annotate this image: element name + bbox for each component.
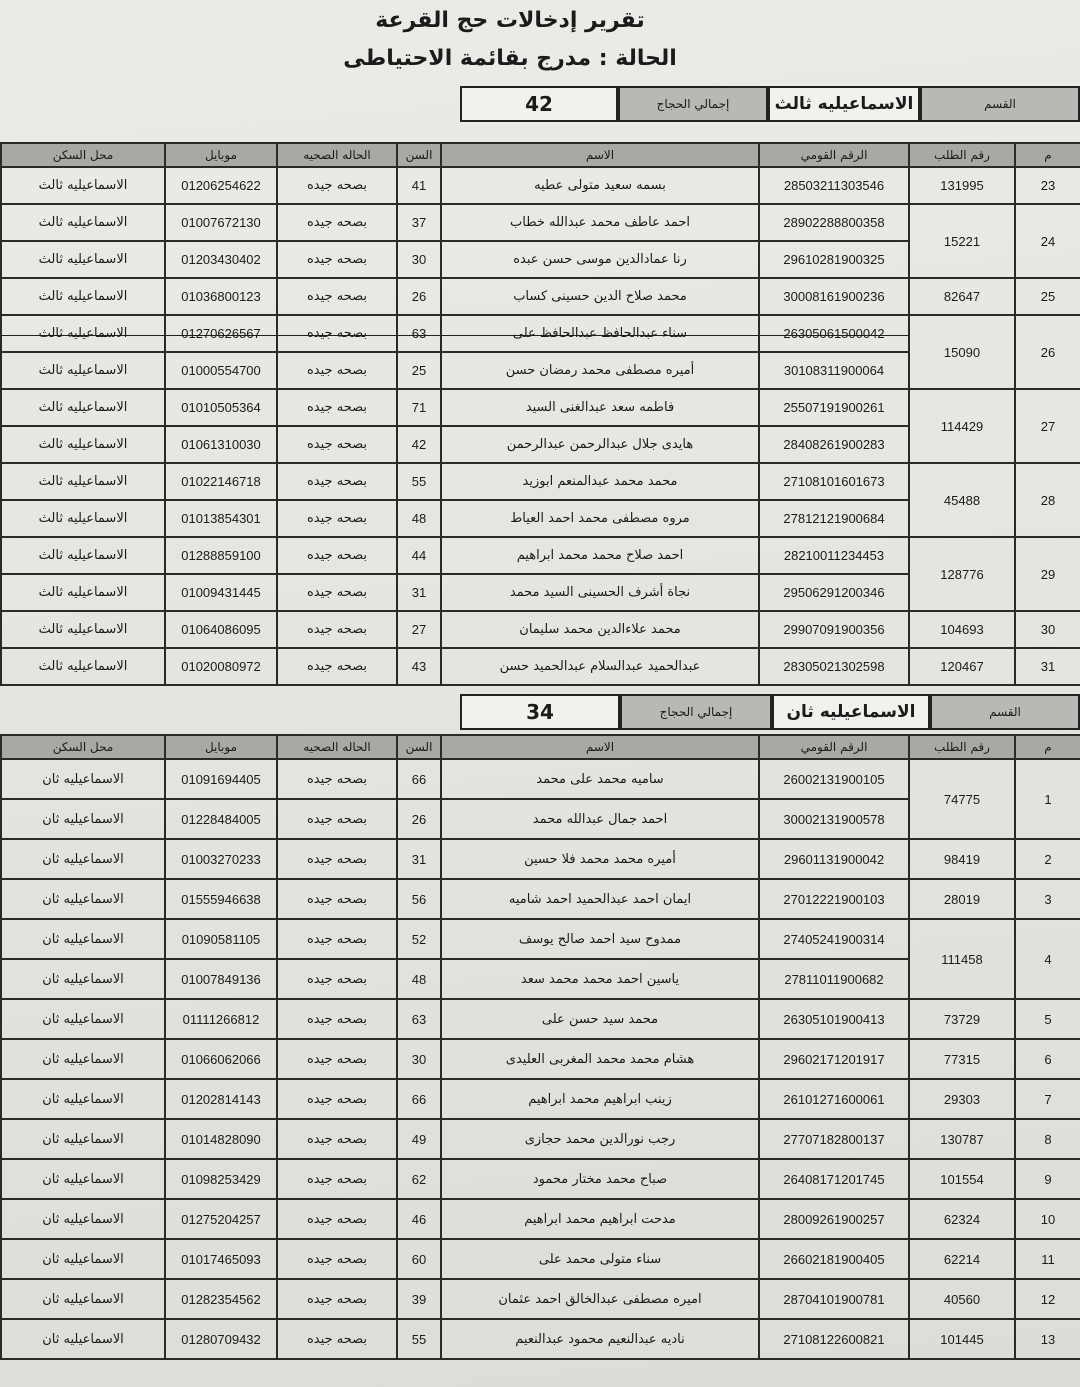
cell-residence: الاسماعيليه ثالث [1,648,165,685]
cell-mobile: 01013854301 [165,500,277,537]
cell-m: 6 [1015,1039,1080,1079]
cell-age: 26 [397,799,441,839]
table-row [1,389,1080,426]
cell-age: 27 [397,611,441,648]
cell-mobile: 01555946638 [165,879,277,919]
cell-name: سناء متولى محمد على [441,1239,759,1279]
table-row [1,278,1080,315]
section2-total-label: إجمالي الحجاج [620,694,772,730]
cell-national-id: 26002131900105 [759,759,909,799]
cell-m: 9 [1015,1159,1080,1199]
section1-header [460,86,1080,126]
table-row [1,611,1080,648]
cell-age: 48 [397,500,441,537]
cell-mobile: 01010505364 [165,389,277,426]
cell-residence: الاسماعيليه ثان [1,919,165,959]
cell-national-id: 25507191900261 [759,389,909,426]
table-row [1,315,1080,352]
cell-name: ممدوح سيد احمد صالح يوسف [441,919,759,959]
cell-request-number: 101445 [909,1319,1015,1359]
cell-age: 62 [397,1159,441,1199]
cell-request-number: 82647 [909,278,1015,315]
cell-national-id: 27012221900103 [759,879,909,919]
section2-label: القسم [930,694,1080,730]
cell-mobile: 01061310030 [165,426,277,463]
cell-national-id: 27405241900314 [759,919,909,959]
cell-name: عبدالحميد عبدالسلام عبدالحميد حسن [441,648,759,685]
cell-name: رجب نورالدين محمد حجازى [441,1119,759,1159]
cell-age: 71 [397,389,441,426]
cell-request-number: 114429 [909,389,1015,463]
table-row [1,1079,1080,1119]
cell-age: 66 [397,1079,441,1119]
cell-residence: الاسماعيليه ثالث [1,241,165,278]
cell-health: بصحه جيده [277,500,397,537]
cell-name: ياسين احمد محمد محمد سعد [441,959,759,999]
cell-health: بصحه جيده [277,278,397,315]
cell-health: بصحه جيده [277,839,397,879]
cell-health: بصحه جيده [277,1239,397,1279]
header-residence: محل السكن [1,143,165,167]
cell-residence: الاسماعيليه ثالث [1,574,165,611]
table-row [1,919,1080,959]
cell-name: مروه مصطفى محمد احمد العياط [441,500,759,537]
cell-mobile: 01288859100 [165,537,277,574]
cell-name: هايدى جلال عبدالرحمن عبدالرحمن [441,426,759,463]
cell-residence: الاسماعيليه ثان [1,879,165,919]
cell-request-number: 74775 [909,759,1015,839]
cell-mobile: 01036800123 [165,278,277,315]
cell-age: 44 [397,537,441,574]
cell-national-id: 26408171201745 [759,1159,909,1199]
cell-mobile: 01022146718 [165,463,277,500]
cell-health: بصحه جيده [277,759,397,799]
cell-request-number: 62324 [909,1199,1015,1239]
cell-residence: الاسماعيليه ثان [1,1199,165,1239]
cell-request-number: 40560 [909,1279,1015,1319]
header-national-id: الرقم القومي [759,735,909,759]
cell-residence: الاسماعيليه ثان [1,1319,165,1359]
cell-name: محمد صلاح الدين حسينى كساب [441,278,759,315]
cell-residence: الاسماعيليه ثالث [1,352,165,389]
cell-request-number: 130787 [909,1119,1015,1159]
cell-name: أميره محمد محمد فلا حسين [441,839,759,879]
cell-mobile: 01275204257 [165,1199,277,1239]
cell-request-number: 104693 [909,611,1015,648]
cell-age: 26 [397,278,441,315]
cell-name: أميره مصطفى محمد رمضان حسن [441,352,759,389]
cell-health: بصحه جيده [277,426,397,463]
cell-request-number: 73729 [909,999,1015,1039]
cell-residence: الاسماعيليه ثالث [1,426,165,463]
table-row [1,1239,1080,1279]
cell-national-id: 26305101900413 [759,999,909,1039]
cell-age: 39 [397,1279,441,1319]
cell-national-id: 28009261900257 [759,1199,909,1239]
header-name: الاسم [441,735,759,759]
section2-name: الاسماعيليه ثان [772,694,930,730]
cell-age: 66 [397,759,441,799]
header-name: الاسم [441,143,759,167]
cell-residence: الاسماعيليه ثان [1,799,165,839]
cell-request-number: 29303 [909,1079,1015,1119]
cell-health: بصحه جيده [277,1079,397,1119]
cell-national-id: 26602181900405 [759,1239,909,1279]
table-row [1,1039,1080,1079]
table-row [1,648,1080,685]
cell-residence: الاسماعيليه ثان [1,959,165,999]
table-row [1,463,1080,500]
cell-request-number: 98419 [909,839,1015,879]
header-m: م [1015,735,1080,759]
cell-name: محمد علاءالدين محمد سليمان [441,611,759,648]
cell-mobile: 01090581105 [165,919,277,959]
cell-national-id: 28210011234453 [759,537,909,574]
cell-age: 49 [397,1119,441,1159]
cell-national-id: 28704101900781 [759,1279,909,1319]
cell-age: 55 [397,1319,441,1359]
cell-name: احمد عاطف محمد عبدالله خطاب [441,204,759,241]
cell-residence: الاسماعيليه ثان [1,1239,165,1279]
cell-mobile: 01007849136 [165,959,277,999]
cell-name: ساميه محمد على محمد [441,759,759,799]
cell-request-number: 111458 [909,919,1015,999]
header-mobile: موبايل [165,735,277,759]
cell-residence: الاسماعيليه ثالث [1,167,165,204]
cell-health: بصحه جيده [277,352,397,389]
cell-name: احمد صلاح محمد محمد ابراهيم [441,537,759,574]
cell-age: 41 [397,167,441,204]
cell-national-id: 30002131900578 [759,799,909,839]
table-header-row [1,735,1080,759]
section2-total: 34 [460,694,620,730]
cell-national-id: 27108101601673 [759,463,909,500]
report-status: الحالة : مدرج بقائمة الاحتياطى [343,46,677,71]
cell-health: بصحه جيده [277,1279,397,1319]
cell-age: 25 [397,352,441,389]
cell-health: بصحه جيده [277,999,397,1039]
cell-m: 7 [1015,1079,1080,1119]
cell-mobile: 01111266812 [165,999,277,1039]
section1-total: 42 [460,86,618,122]
cell-age: 30 [397,241,441,278]
cell-request-number: 45488 [909,463,1015,537]
cell-name: سناء عبدالحافظ عبدالحافظ على [441,315,759,352]
cell-age: 56 [397,879,441,919]
cell-health: بصحه جيده [277,389,397,426]
cell-national-id: 28305021302598 [759,648,909,685]
table-row [1,1159,1080,1199]
cell-health: بصحه جيده [277,919,397,959]
cell-mobile: 01000554700 [165,352,277,389]
cell-mobile: 01066062066 [165,1039,277,1079]
cell-residence: الاسماعيليه ثالث [1,500,165,537]
cell-name: هشام محمد محمد المغربى العليدى [441,1039,759,1079]
cell-residence: الاسماعيليه ثالث [1,315,165,352]
cell-national-id: 26101271600061 [759,1079,909,1119]
cell-age: 37 [397,204,441,241]
cell-age: 48 [397,959,441,999]
cell-name: صباح محمد مختار محمود [441,1159,759,1199]
cell-mobile: 01091694405 [165,759,277,799]
table-row [1,1279,1080,1319]
table-row [1,204,1080,241]
cell-health: بصحه جيده [277,1199,397,1239]
cell-national-id: 26305061500042 [759,315,909,352]
cell-m: 31 [1015,648,1080,685]
cell-m: 23 [1015,167,1080,204]
table-row [1,1119,1080,1159]
cell-mobile: 01282354562 [165,1279,277,1319]
cell-m: 3 [1015,879,1080,919]
cell-mobile: 01202814143 [165,1079,277,1119]
cell-age: 52 [397,919,441,959]
cell-request-number: 77315 [909,1039,1015,1079]
cell-residence: الاسماعيليه ثان [1,1119,165,1159]
cell-request-number: 62214 [909,1239,1015,1279]
cell-health: بصحه جيده [277,1039,397,1079]
cell-residence: الاسماعيليه ثالث [1,389,165,426]
cell-age: 42 [397,426,441,463]
header-request: رقم الطلب [909,735,1015,759]
cell-name: رنا عمادالدين موسى حسن عبده [441,241,759,278]
cell-request-number: 15221 [909,204,1015,278]
cell-residence: الاسماعيليه ثان [1,1039,165,1079]
cell-age: 43 [397,648,441,685]
cell-request-number: 28019 [909,879,1015,919]
cell-age: 63 [397,315,441,352]
cell-name: ايمان احمد عبدالحميد احمد شاميه [441,879,759,919]
cell-mobile: 01020080972 [165,648,277,685]
cell-residence: الاسماعيليه ثالث [1,204,165,241]
header-age: السن [397,143,441,167]
cell-residence: الاسماعيليه ثان [1,839,165,879]
cell-m: 5 [1015,999,1080,1039]
cell-age: 30 [397,1039,441,1079]
cell-national-id: 29506291200346 [759,574,909,611]
cell-age: 31 [397,574,441,611]
cell-residence: الاسماعيليه ثان [1,759,165,799]
cell-m: 1 [1015,759,1080,839]
cell-m: 26 [1015,315,1080,389]
cell-health: بصحه جيده [277,315,397,352]
cell-mobile: 01270626567 [165,315,277,352]
cell-national-id: 27811011900682 [759,959,909,999]
cell-mobile: 01206254622 [165,167,277,204]
header-request: رقم الطلب [909,143,1015,167]
cell-health: بصحه جيده [277,648,397,685]
cell-m: 8 [1015,1119,1080,1159]
cell-mobile: 01014828090 [165,1119,277,1159]
cell-m: 11 [1015,1239,1080,1279]
cell-name: مدحت ابراهيم محمد ابراهيم [441,1199,759,1239]
cell-residence: الاسماعيليه ثان [1,1279,165,1319]
cell-age: 31 [397,839,441,879]
cell-request-number: 120467 [909,648,1015,685]
table-row [1,879,1080,919]
table-row [1,759,1080,799]
cell-residence: الاسماعيليه ثالث [1,463,165,500]
table-row [1,167,1080,204]
cell-m: 24 [1015,204,1080,278]
cell-mobile: 01098253429 [165,1159,277,1199]
cell-name: محمد محمد عبدالمنعم ابوزيد [441,463,759,500]
cell-national-id: 28902288800358 [759,204,909,241]
table-header-row [1,143,1080,167]
cell-national-id: 29601131900042 [759,839,909,879]
section1-table [0,142,1080,686]
cell-national-id: 30108311900064 [759,352,909,389]
cell-name: احمد جمال عبدالله محمد [441,799,759,839]
cell-health: بصحه جيده [277,959,397,999]
header-residence: محل السكن [1,735,165,759]
cell-age: 46 [397,1199,441,1239]
cell-residence: الاسماعيليه ثان [1,999,165,1039]
cell-residence: الاسماعيليه ثان [1,1079,165,1119]
cell-name: ناديه عبدالنعيم محمود عبدالنعيم [441,1319,759,1359]
cell-request-number: 15090 [909,315,1015,389]
cell-m: 29 [1015,537,1080,611]
cell-m: 13 [1015,1319,1080,1359]
cell-health: بصحه جيده [277,241,397,278]
cell-health: بصحه جيده [277,537,397,574]
cell-m: 25 [1015,278,1080,315]
cell-name: نجاة أشرف الحسينى السيد محمد [441,574,759,611]
section1-name: الاسماعيليه ثالث [768,86,920,122]
cell-m: 30 [1015,611,1080,648]
cell-name: زينب ابراهيم محمد ابراهيم [441,1079,759,1119]
cell-residence: الاسماعيليه ثالث [1,278,165,315]
cell-national-id: 29602171201917 [759,1039,909,1079]
header-national-id: الرقم القومي [759,143,909,167]
cell-health: بصحه جيده [277,463,397,500]
cell-health: بصحه جيده [277,1119,397,1159]
cell-health: بصحه جيده [277,1319,397,1359]
table-row [1,839,1080,879]
cell-health: بصحه جيده [277,574,397,611]
cell-health: بصحه جيده [277,799,397,839]
cell-name: بسمه سعيد متولى عطيه [441,167,759,204]
cell-health: بصحه جيده [277,1159,397,1199]
header-health: الحاله الصحيه [277,735,397,759]
header-mobile: موبايل [165,143,277,167]
header-m: م [1015,143,1080,167]
cell-residence: الاسماعيليه ثان [1,1159,165,1199]
cell-age: 63 [397,999,441,1039]
header-age: السن [397,735,441,759]
header-health: الحاله الصحيه [277,143,397,167]
cell-mobile: 01280709432 [165,1319,277,1359]
cell-national-id: 29907091900356 [759,611,909,648]
cell-mobile: 01017465093 [165,1239,277,1279]
cell-national-id: 28503211303546 [759,167,909,204]
cell-national-id: 29610281900325 [759,241,909,278]
cell-name: اميره مصطفى عبدالخالق احمد عثمان [441,1279,759,1319]
cell-m: 4 [1015,919,1080,999]
cell-health: بصحه جيده [277,611,397,648]
cell-m: 28 [1015,463,1080,537]
cell-health: بصحه جيده [277,167,397,204]
cell-health: بصحه جيده [277,204,397,241]
cell-mobile: 01009431445 [165,574,277,611]
section1-label: القسم [920,86,1080,122]
cell-national-id: 27707182800137 [759,1119,909,1159]
cell-mobile: 01203430402 [165,241,277,278]
cell-age: 55 [397,463,441,500]
cell-age: 60 [397,1239,441,1279]
cell-m: 2 [1015,839,1080,879]
cell-health: بصحه جيده [277,879,397,919]
cell-name: فاطمه سعد عبدالغنى السيد [441,389,759,426]
section2-header [460,694,1080,734]
cell-mobile: 01007672130 [165,204,277,241]
cell-national-id: 27812121900684 [759,500,909,537]
cell-request-number: 101554 [909,1159,1015,1199]
cell-national-id: 27108122600821 [759,1319,909,1359]
cell-m: 27 [1015,389,1080,463]
cell-mobile: 01064086095 [165,611,277,648]
cell-mobile: 01228484005 [165,799,277,839]
cell-residence: الاسماعيليه ثالث [1,537,165,574]
table-row [1,1319,1080,1359]
cell-name: محمد سيد حسن على [441,999,759,1039]
cell-request-number: 131995 [909,167,1015,204]
cell-residence: الاسماعيليه ثالث [1,611,165,648]
table-row [1,1199,1080,1239]
cell-m: 10 [1015,1199,1080,1239]
section1-total-label: إجمالي الحجاج [618,86,768,122]
cell-national-id: 30008161900236 [759,278,909,315]
table-row [1,537,1080,574]
table-row [1,999,1080,1039]
cell-national-id: 28408261900283 [759,426,909,463]
report-title: تقرير إدخالات حج القرعة [375,8,645,33]
cell-mobile: 01003270233 [165,839,277,879]
section2-table [0,734,1080,1360]
cell-m: 12 [1015,1279,1080,1319]
cell-request-number: 128776 [909,537,1015,611]
